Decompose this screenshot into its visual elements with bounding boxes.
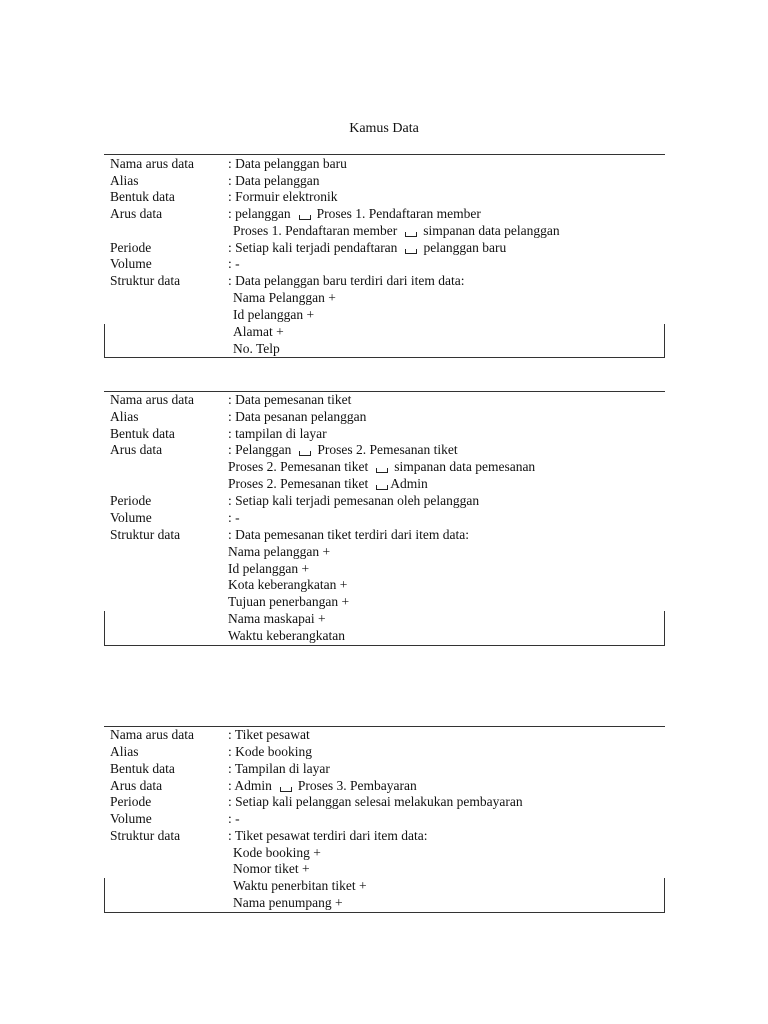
data-item: Waktu penerbitan tiket + bbox=[233, 878, 367, 893]
field-label: Struktur data bbox=[110, 828, 181, 843]
table-row bbox=[104, 391, 665, 408]
flow-source: : Pelanggan bbox=[228, 442, 292, 457]
flow-arrow-icon bbox=[376, 468, 388, 473]
table-row bbox=[104, 526, 665, 543]
data-item: No. Telp bbox=[233, 341, 280, 356]
field-value: : - bbox=[228, 811, 240, 826]
field-label: Periode bbox=[110, 493, 152, 508]
table-row bbox=[104, 289, 665, 306]
field-value: : Tampilan di layar bbox=[228, 761, 330, 776]
field-value bbox=[228, 777, 417, 794]
flow-arrow-icon bbox=[376, 485, 388, 490]
table-row bbox=[104, 760, 665, 777]
field-value: : Data pelanggan baru bbox=[228, 156, 347, 171]
data-item: Alamat + bbox=[233, 324, 284, 339]
field-value bbox=[228, 475, 428, 492]
field-value bbox=[228, 205, 481, 222]
flow-target: Proses 2. Pemesanan tiket bbox=[317, 442, 458, 457]
field-value: : - bbox=[228, 256, 240, 271]
table-row bbox=[104, 593, 665, 610]
table-row bbox=[104, 222, 665, 239]
field-label: Nama arus data bbox=[110, 392, 194, 407]
field-value: : Data pelanggan bbox=[228, 173, 320, 188]
table-row bbox=[104, 340, 665, 357]
table-row bbox=[104, 860, 665, 877]
table-row bbox=[104, 627, 665, 644]
table-row bbox=[104, 509, 665, 526]
data-item: Tujuan penerbangan + bbox=[228, 594, 350, 609]
field-value: : Data pelanggan baru terdiri dari item data: bbox=[228, 273, 465, 288]
table-row bbox=[104, 610, 665, 627]
field-label: Alias bbox=[110, 744, 139, 759]
table-row bbox=[104, 172, 665, 189]
table-row bbox=[104, 441, 665, 458]
table-row bbox=[104, 239, 665, 256]
table-row bbox=[104, 777, 665, 794]
field-label: Arus data bbox=[110, 442, 163, 457]
flow-target: simpanan data pemesanan bbox=[394, 459, 536, 474]
flow-source: Proses 2. Pemesanan tiket bbox=[228, 459, 369, 474]
field-value: : Formuir elektronik bbox=[228, 189, 338, 204]
field-value: : Tiket pesawat bbox=[228, 727, 310, 742]
table-row bbox=[104, 272, 665, 289]
data-item: Nama maskapai + bbox=[228, 611, 326, 626]
field-label: Bentuk data bbox=[110, 761, 175, 776]
field-label: Alias bbox=[110, 409, 139, 424]
value-part: pelanggan baru bbox=[423, 240, 507, 255]
table-row bbox=[104, 877, 665, 894]
table-row bbox=[104, 543, 665, 560]
table-row bbox=[104, 793, 665, 810]
field-label: Bentuk data bbox=[110, 426, 175, 441]
table-row bbox=[104, 408, 665, 425]
table-row bbox=[104, 560, 665, 577]
field-value bbox=[228, 458, 535, 475]
data-item: Nama penumpang + bbox=[233, 895, 343, 910]
field-label: Arus data bbox=[110, 206, 163, 221]
field-value: : Data pemesanan tiket bbox=[228, 392, 352, 407]
data-item: Nomor tiket + bbox=[233, 861, 310, 876]
table-row bbox=[104, 205, 665, 222]
page-title: Kamus Data bbox=[349, 121, 419, 136]
table-row bbox=[104, 576, 665, 593]
table-row bbox=[104, 743, 665, 760]
flow-source: Proses 2. Pemesanan tiket bbox=[228, 476, 369, 491]
field-label: Volume bbox=[110, 811, 152, 826]
table-row bbox=[104, 425, 665, 442]
table-row bbox=[104, 827, 665, 844]
data-item: Kode booking + bbox=[233, 845, 321, 860]
flow-source: : Admin bbox=[228, 778, 272, 793]
field-label: Alias bbox=[110, 173, 139, 188]
data-item: Id pelanggan + bbox=[233, 307, 315, 322]
field-value: : Setiap kali pelanggan selesai melakukan pembayaran bbox=[228, 794, 523, 809]
table-row bbox=[104, 894, 665, 911]
table-row bbox=[104, 323, 665, 340]
table-row bbox=[104, 492, 665, 509]
data-item: Nama Pelanggan + bbox=[233, 290, 336, 305]
data-item: Nama pelanggan + bbox=[228, 544, 331, 559]
field-label: Volume bbox=[110, 510, 152, 525]
field-value: : Setiap kali terjadi pemesanan oleh pelanggan bbox=[228, 493, 480, 508]
field-value: : Data pemesanan tiket terdiri dari item data: bbox=[228, 527, 470, 542]
field-label: Volume bbox=[110, 256, 152, 271]
flow-target: Proses 3. Pembayaran bbox=[297, 778, 417, 793]
field-label: Struktur data bbox=[110, 527, 181, 542]
table-row bbox=[104, 155, 665, 172]
table-row bbox=[104, 475, 665, 492]
field-label: Periode bbox=[110, 794, 152, 809]
flow-arrow-icon bbox=[299, 451, 311, 456]
field-value: : Kode booking bbox=[228, 744, 312, 759]
table-row bbox=[104, 188, 665, 205]
flow-arrow-icon bbox=[405, 232, 417, 237]
table-bottom-border bbox=[104, 357, 665, 358]
table-row bbox=[104, 844, 665, 861]
flow-arrow-icon bbox=[405, 249, 417, 254]
flow-source: : pelanggan bbox=[228, 206, 291, 221]
table-row bbox=[104, 458, 665, 475]
field-value: : - bbox=[228, 510, 240, 525]
table-bottom-border bbox=[104, 912, 665, 913]
flow-source: Proses 1. Pendaftaran member bbox=[233, 223, 398, 238]
flow-target: simpanan data pelanggan bbox=[423, 223, 560, 238]
flow-target: Admin bbox=[390, 476, 428, 491]
field-value: : Tiket pesawat terdiri dari item data: bbox=[228, 828, 428, 843]
data-item: Id pelanggan + bbox=[228, 561, 310, 576]
table-row bbox=[104, 255, 665, 272]
data-item: Waktu keberangkatan bbox=[228, 628, 345, 643]
field-value bbox=[233, 222, 560, 239]
field-label: Arus data bbox=[110, 778, 163, 793]
table-row bbox=[104, 726, 665, 743]
table-row bbox=[104, 306, 665, 323]
flow-arrow-icon bbox=[299, 215, 311, 220]
value-part: : Setiap kali terjadi pendaftaran bbox=[228, 240, 398, 255]
field-label: Nama arus data bbox=[110, 727, 194, 742]
flow-target: Proses 1. Pendaftaran member bbox=[316, 206, 481, 221]
flow-arrow-icon bbox=[280, 787, 292, 792]
field-label: Struktur data bbox=[110, 273, 181, 288]
field-value: : Data pesanan pelanggan bbox=[228, 409, 367, 424]
field-label: Bentuk data bbox=[110, 189, 175, 204]
table-bottom-border bbox=[104, 645, 665, 646]
table-row bbox=[104, 810, 665, 827]
field-label: Periode bbox=[110, 240, 152, 255]
field-value bbox=[228, 441, 458, 458]
field-value: : tampilan di layar bbox=[228, 426, 327, 441]
data-item: Kota keberangkatan + bbox=[228, 577, 348, 592]
field-value bbox=[228, 239, 506, 256]
field-label: Nama arus data bbox=[110, 156, 194, 171]
